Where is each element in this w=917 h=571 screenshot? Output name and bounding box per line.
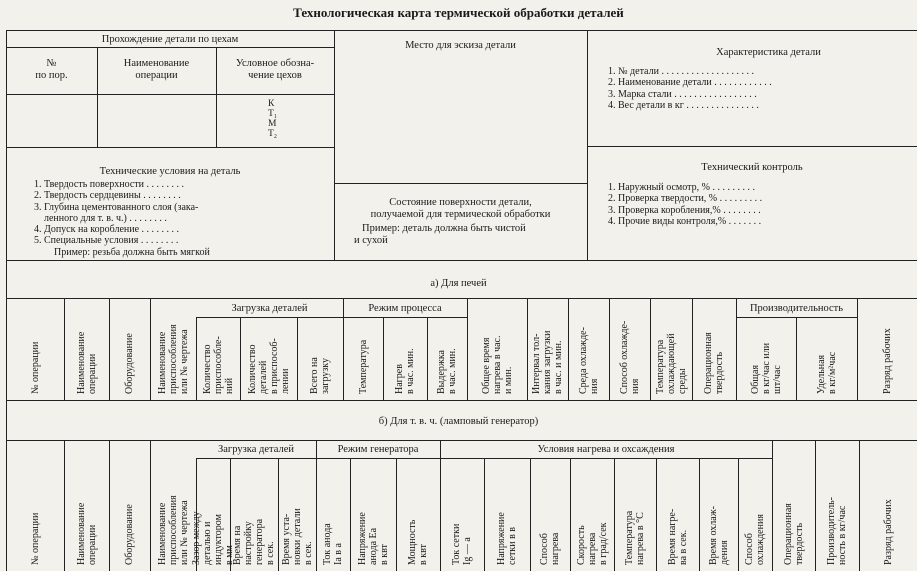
hfc-col-header: Температура нагрева в °C bbox=[624, 510, 646, 565]
hfc-col-divider bbox=[656, 458, 657, 571]
furnace-group-performance: Производительность bbox=[749, 303, 844, 314]
furnace-col-header: Общая в кг/час или шт/час bbox=[750, 342, 783, 394]
furnace-col-header: Температура bbox=[358, 339, 369, 394]
hfc-col-divider bbox=[350, 458, 351, 571]
hfc-col-header: Оборудование bbox=[124, 504, 135, 565]
hfc-col-divider bbox=[614, 458, 615, 571]
furnace-col-header: Наименование приспособления или № чертежа bbox=[157, 324, 190, 394]
furnace-table-top bbox=[6, 298, 917, 299]
hfc-col-divider bbox=[815, 440, 816, 571]
furnace-col-divider bbox=[427, 317, 428, 400]
furnace-col-header: Общее время нагрева в час. и мин. bbox=[481, 335, 514, 394]
tech-conditions-list: 1. Твердость поверхности . . . . . . . . 2. Твердость сердцевины . . . . . . . . 3. Глубина цементованного слоя (зака- ленного для т. в. ч.) . . . . . . . . 4. Допуск на коробление . . . . . . . . 5. Специальные условия . . . . . . . . Пример: резьба должна быть мягкой bbox=[34, 179, 210, 258]
shops-col-no: № по пор. bbox=[35, 58, 68, 82]
characteristics-list: 1. № детали . . . . . . . . . . . . . . . . . . . 2. Наименование детали . . . . . . . . . . . . 3. Марка стали . . . . . . . . . . . . . . . . . 4. Вес детали в кг . . . . . . . . . . . . . . . bbox=[608, 66, 772, 111]
furnace-col-header: Всего на загрузку bbox=[309, 357, 331, 394]
control-list: 1. Наружный осмотр, % . . . . . . . . . 2. Проверка твердости, % . . . . . . . . . 3. Проверка коробления,% . . . . . . . . 4. Прочие виды контроля,% . . . . . . . bbox=[608, 182, 763, 227]
divider-shops-sketch bbox=[334, 30, 335, 260]
control-heading: Технический контроль bbox=[701, 162, 803, 173]
shops-heading: Прохождение детали по цехам bbox=[101, 34, 239, 45]
top-section-bottom bbox=[6, 260, 917, 261]
hfc-col-header: Напряжение анода Ea в квт bbox=[357, 512, 390, 565]
hfc-col-header: Способ нагрева bbox=[539, 532, 561, 565]
char-bottom-line bbox=[587, 146, 917, 147]
furnace-col-divider bbox=[692, 298, 693, 400]
hfc-group-line-mode bbox=[316, 458, 440, 459]
surface-example: Пример: деталь должна быть чистой и сухой bbox=[354, 223, 526, 247]
furnace-group-mode: Режим процесса bbox=[368, 303, 442, 314]
hfc-col-header: Операционная твердость bbox=[783, 503, 805, 565]
hfc-col-header: Время на настройку генератора в сек. bbox=[232, 518, 276, 565]
shops-col-operation: Наименование операции bbox=[123, 58, 190, 82]
furnace-col-divider bbox=[109, 298, 110, 400]
divider-sketch-char bbox=[587, 30, 588, 260]
furnace-col-divider bbox=[796, 317, 797, 400]
hfc-group-line-cond bbox=[440, 458, 772, 459]
hfc-col-header: Мощность в квт bbox=[407, 519, 429, 565]
furnace-col-header: Наименование операции bbox=[76, 331, 98, 394]
furnace-col-header: Выдержка в час. мин. bbox=[436, 348, 458, 394]
hfc-table-top bbox=[6, 440, 917, 441]
hfc-col-header: Зазор между деталью и индуктором в мм bbox=[191, 511, 235, 565]
furnace-col-divider bbox=[297, 317, 298, 400]
hfc-col-header: Напряжение сетки в в bbox=[496, 512, 518, 565]
furnace-col-header: Оборудование bbox=[124, 333, 135, 394]
furnace-col-divider bbox=[383, 317, 384, 400]
hfc-col-header: Наименование приспособления или № чертежа bbox=[157, 495, 190, 565]
hfc-col-divider bbox=[440, 440, 441, 571]
furnace-col-header: Интервал тол- кания загрузки в час. и мин. bbox=[531, 330, 564, 394]
sketch-heading: Место для эскиза детали bbox=[405, 40, 516, 51]
hfc-col-divider bbox=[530, 458, 531, 571]
hfc-col-divider bbox=[6, 440, 7, 571]
furnace-col-divider bbox=[857, 298, 858, 400]
furnace-col-divider bbox=[527, 298, 528, 400]
furnace-col-divider bbox=[150, 298, 151, 400]
shop-symbols: К Т₁ М Т₂ bbox=[268, 99, 278, 139]
furnace-col-header: Количество деталей в приспособ- лении bbox=[247, 338, 291, 394]
hfc-col-divider bbox=[316, 440, 317, 571]
hfc-col-header: Наименование операции bbox=[76, 502, 98, 565]
page-title: Технологическая карта термической обработки деталей bbox=[293, 5, 624, 20]
hfc-col-divider bbox=[570, 458, 571, 571]
hfc-col-divider bbox=[150, 440, 151, 571]
surface-top-line bbox=[334, 183, 587, 184]
shops-bottom-line bbox=[6, 147, 334, 148]
hfc-col-header: Разряд рабочих bbox=[883, 499, 894, 565]
hfc-col-divider bbox=[738, 458, 739, 571]
furnace-col-header: № операции bbox=[30, 341, 41, 394]
hfc-col-header: Ток анода Ia в a bbox=[322, 523, 344, 565]
hfc-col-divider bbox=[484, 458, 485, 571]
hfc-group-mode: Режим генератора bbox=[337, 444, 419, 455]
hfc-col-header: Производитель- ность в кг/час bbox=[826, 496, 848, 565]
hfc-group-line-loading bbox=[196, 458, 316, 459]
shops-colhead-line bbox=[6, 94, 334, 95]
hfc-col-divider bbox=[859, 440, 860, 571]
furnace-col-divider bbox=[609, 298, 610, 400]
hfc-section-label: б) Для т. в. ч. (ламповый генератор) bbox=[378, 416, 539, 427]
furnace-table-bottom bbox=[6, 400, 917, 401]
hfc-col-header: № операции bbox=[30, 512, 41, 565]
hfc-group-conditions: Условия нагрева и охсаждения bbox=[537, 444, 675, 455]
hfc-col-header: Время охлаж- дения bbox=[708, 506, 730, 565]
furnace-col-divider bbox=[64, 298, 65, 400]
furnace-col-divider bbox=[467, 298, 468, 400]
furnace-col-divider bbox=[196, 317, 197, 400]
hfc-col-divider bbox=[109, 440, 110, 571]
furnace-col-divider bbox=[568, 298, 569, 400]
hfc-col-divider bbox=[772, 440, 773, 571]
shops-header-line bbox=[6, 47, 334, 48]
hfc-col-divider bbox=[64, 440, 65, 571]
furnace-col-header: Удельная в кг/м²час bbox=[816, 351, 838, 394]
frame-top bbox=[6, 30, 917, 31]
characteristics-heading: Характеристика детали bbox=[716, 47, 821, 58]
furnace-col-divider bbox=[736, 298, 737, 400]
furnace-section-label: а) Для печей bbox=[430, 278, 487, 289]
hfc-col-header: Время нагре- ва в сек. bbox=[667, 508, 689, 565]
surface-text: Состояние поверхности детали, получаемой для термической обработки bbox=[370, 197, 551, 221]
hfc-col-header: Скорость нагрева в град/сек bbox=[576, 522, 609, 565]
tech-conditions-heading: Технические условия на деталь bbox=[99, 166, 241, 177]
furnace-col-divider bbox=[343, 298, 344, 400]
furnace-col-divider bbox=[650, 298, 651, 400]
furnace-col-header: Нагрев в час. мин. bbox=[394, 348, 416, 394]
furnace-col-header: Операционная твердость bbox=[703, 332, 725, 394]
furnace-col-header: Разряд рабочих bbox=[882, 328, 893, 394]
furnace-group-line-mode bbox=[343, 317, 467, 318]
hfc-col-divider bbox=[396, 458, 397, 571]
hfc-col-header: Способ охлаждения bbox=[744, 514, 766, 565]
furnace-col-header: Среда охлажде- ния bbox=[578, 327, 600, 394]
hfc-col-divider bbox=[278, 458, 279, 571]
furnace-col-header: Способ охлажде- ния bbox=[619, 320, 641, 394]
furnace-col-divider bbox=[6, 298, 7, 400]
furnace-col-header: Температура охлаждающей среды bbox=[655, 333, 688, 394]
hfc-group-loading: Загрузка деталей bbox=[218, 444, 294, 455]
furnace-group-loading: Загрузка деталей bbox=[231, 303, 308, 314]
hfc-col-divider bbox=[699, 458, 700, 571]
furnace-col-divider bbox=[240, 317, 241, 400]
shops-col-symbols: Условное обозна- чение цехов bbox=[235, 58, 315, 82]
furnace-col-header: Количество приспособле- ний bbox=[202, 336, 235, 394]
hfc-col-header: Ток сетки Ig — a bbox=[451, 523, 473, 565]
furnace-group-line-loading bbox=[196, 317, 343, 318]
hfc-col-header: Время уста- новки детали в сек. bbox=[281, 508, 314, 565]
